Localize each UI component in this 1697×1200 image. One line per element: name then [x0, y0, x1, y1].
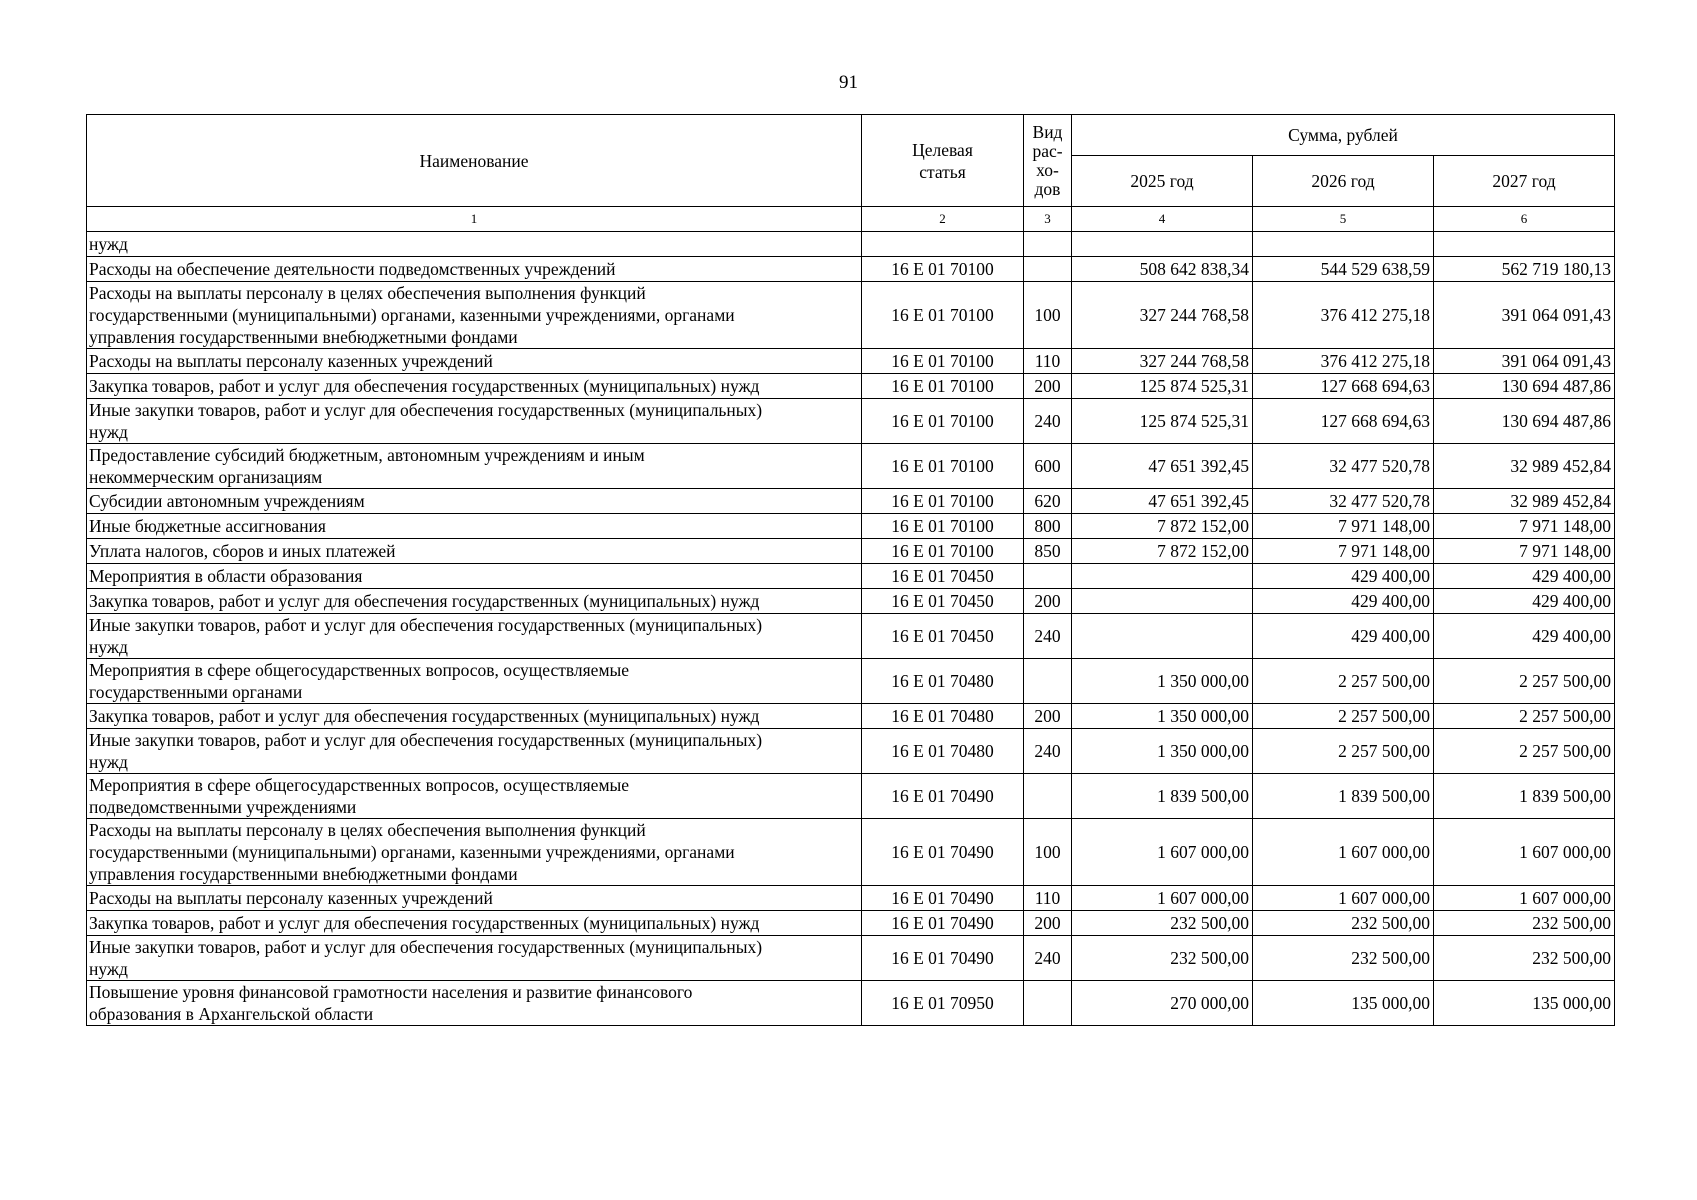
row-name-line: нужд	[89, 959, 128, 979]
row-target-article: 16 Е 01 70100	[862, 489, 1024, 514]
row-sum-2027: 2 257 500,00	[1434, 659, 1615, 704]
row-expense-kind: 200	[1024, 589, 1072, 614]
row-sum-2027: 429 400,00	[1434, 589, 1615, 614]
row-sum-2027: 391 064 091,43	[1434, 282, 1615, 349]
row-name	[87, 399, 862, 444]
row-expense-kind: 200	[1024, 374, 1072, 399]
row-name	[87, 729, 862, 774]
row-sum-2026: 376 412 275,18	[1253, 349, 1434, 374]
row-sum-2027: 232 500,00	[1434, 911, 1615, 936]
row-sum-2025: 125 874 525,31	[1072, 374, 1253, 399]
row-name	[87, 444, 862, 489]
row-sum-2026: 1 607 000,00	[1253, 886, 1434, 911]
table-body	[87, 232, 1615, 1026]
row-target-article: 16 Е 01 70100	[862, 349, 1024, 374]
row-sum-2025: 327 244 768,58	[1072, 349, 1253, 374]
row-sum-2027: 2 257 500,00	[1434, 729, 1615, 774]
header-target-text: Целевая статья	[912, 139, 973, 182]
table-row	[87, 886, 1615, 911]
header-year-2025: 2025 год	[1072, 156, 1253, 207]
row-target-article: 16 Е 01 70480	[862, 729, 1024, 774]
row-name-line: Расходы на выплаты персоналу в целях обеспечения выполнения функций	[89, 283, 646, 303]
row-target-article: 16 Е 01 70100	[862, 282, 1024, 349]
table-row	[87, 911, 1615, 936]
row-sum-2025: 125 874 525,31	[1072, 399, 1253, 444]
table-row	[87, 444, 1615, 489]
row-sum-2027: 2 257 500,00	[1434, 704, 1615, 729]
row-name-line: нужд	[89, 422, 128, 442]
row-sum-2027: 7 971 148,00	[1434, 514, 1615, 539]
row-sum-2027: 1 607 000,00	[1434, 886, 1615, 911]
budget-table	[86, 114, 1615, 1026]
row-name-line: Иные бюджетные ассигнования	[89, 516, 326, 536]
row-name-line: нужд	[89, 752, 128, 772]
row-name	[87, 659, 862, 704]
row-expense-kind: 240	[1024, 614, 1072, 659]
table-row	[87, 564, 1615, 589]
row-sum-2027: 135 000,00	[1434, 981, 1615, 1026]
table-row	[87, 589, 1615, 614]
header-name: Наименование	[87, 115, 862, 207]
row-target-article: 16 Е 01 70490	[862, 936, 1024, 981]
row-name	[87, 232, 862, 257]
row-sum-2026: 135 000,00	[1253, 981, 1434, 1026]
row-name-line: Расходы на выплаты персоналу казенных учреждений	[89, 351, 493, 371]
row-sum-2026: 7 971 148,00	[1253, 514, 1434, 539]
table-row	[87, 981, 1615, 1026]
row-sum-2025: 1 607 000,00	[1072, 886, 1253, 911]
column-number: 4	[1072, 207, 1253, 232]
row-sum-2025: 47 651 392,45	[1072, 444, 1253, 489]
row-name	[87, 374, 862, 399]
table-row	[87, 614, 1615, 659]
row-sum-2026: 232 500,00	[1253, 911, 1434, 936]
row-expense-kind: 100	[1024, 819, 1072, 886]
row-name-line: нужд	[89, 234, 128, 254]
row-name-line: нужд	[89, 637, 128, 657]
row-sum-2027: 429 400,00	[1434, 614, 1615, 659]
row-target-article: 16 Е 01 70490	[862, 774, 1024, 819]
row-name-line: Расходы на выплаты персоналу в целях обеспечения выполнения функций	[89, 820, 646, 840]
row-name	[87, 886, 862, 911]
row-expense-kind: 110	[1024, 349, 1072, 374]
row-expense-kind: 800	[1024, 514, 1072, 539]
row-name-line: Закупка товаров, работ и услуг для обеспечения государственных (муниципальных) нужд	[89, 376, 760, 396]
row-sum-2026: 32 477 520,78	[1253, 489, 1434, 514]
table-row	[87, 729, 1615, 774]
row-sum-2026: 7 971 148,00	[1253, 539, 1434, 564]
row-sum-2025: 7 872 152,00	[1072, 514, 1253, 539]
row-name-line: Закупка товаров, работ и услуг для обеспечения государственных (муниципальных) нужд	[89, 706, 760, 726]
row-name-line: некоммерческим организациям	[89, 467, 323, 487]
column-number: 3	[1024, 207, 1072, 232]
row-target-article: 16 Е 01 70450	[862, 614, 1024, 659]
row-sum-2025: 7 872 152,00	[1072, 539, 1253, 564]
row-expense-kind: 110	[1024, 886, 1072, 911]
row-sum-2026: 429 400,00	[1253, 589, 1434, 614]
row-expense-kind: 200	[1024, 911, 1072, 936]
row-sum-2026: 376 412 275,18	[1253, 282, 1434, 349]
row-name	[87, 589, 862, 614]
row-name-line: Иные закупки товаров, работ и услуг для обеспечения государственных (муниципальных)	[89, 615, 763, 635]
row-expense-kind: 100	[1024, 282, 1072, 349]
row-sum-2027: 7 971 148,00	[1434, 539, 1615, 564]
row-sum-2025	[1072, 589, 1253, 614]
row-name-line: Мероприятия в области образования	[89, 566, 363, 586]
table-row	[87, 349, 1615, 374]
page-number: 91	[839, 72, 858, 93]
row-sum-2025: 232 500,00	[1072, 936, 1253, 981]
row-sum-2027	[1434, 232, 1615, 257]
row-sum-2026: 127 668 694,63	[1253, 374, 1434, 399]
row-sum-2026: 2 257 500,00	[1253, 729, 1434, 774]
header-kind-line: дов	[1034, 178, 1061, 199]
row-name-line: Иные закупки товаров, работ и услуг для обеспечения государственных (муниципальных)	[89, 937, 763, 957]
row-sum-2027: 32 989 452,84	[1434, 489, 1615, 514]
row-name-line: государственными (муниципальными) органами, казенными учреждениями, органами	[89, 842, 735, 862]
row-target-article	[862, 232, 1024, 257]
row-name-line: государственными органами	[89, 682, 303, 702]
row-expense-kind: 240	[1024, 936, 1072, 981]
row-sum-2026: 127 668 694,63	[1253, 399, 1434, 444]
row-name	[87, 981, 862, 1026]
row-sum-2025: 1 607 000,00	[1072, 819, 1253, 886]
row-sum-2025: 508 642 838,34	[1072, 257, 1253, 282]
row-sum-2025: 327 244 768,58	[1072, 282, 1253, 349]
row-target-article: 16 Е 01 70450	[862, 564, 1024, 589]
row-sum-2025	[1072, 564, 1253, 589]
row-name	[87, 489, 862, 514]
row-sum-2027: 391 064 091,43	[1434, 349, 1615, 374]
row-name-line: Иные закупки товаров, работ и услуг для обеспечения государственных (муниципальных)	[89, 400, 763, 420]
row-sum-2026: 1 607 000,00	[1253, 819, 1434, 886]
table-row	[87, 539, 1615, 564]
row-sum-2025: 1 350 000,00	[1072, 704, 1253, 729]
row-target-article: 16 Е 01 70490	[862, 886, 1024, 911]
row-sum-2025	[1072, 232, 1253, 257]
column-number: 6	[1434, 207, 1615, 232]
row-sum-2027: 32 989 452,84	[1434, 444, 1615, 489]
row-target-article: 16 Е 01 70100	[862, 399, 1024, 444]
row-name-line: Иные закупки товаров, работ и услуг для обеспечения государственных (муниципальных)	[89, 730, 763, 750]
table-row	[87, 232, 1615, 257]
table-row	[87, 819, 1615, 886]
row-expense-kind	[1024, 659, 1072, 704]
header-kind-line: хо-	[1036, 159, 1059, 180]
row-name	[87, 349, 862, 374]
row-sum-2027: 1 839 500,00	[1434, 774, 1615, 819]
row-expense-kind	[1024, 257, 1072, 282]
row-target-article: 16 Е 01 70490	[862, 911, 1024, 936]
row-sum-2026	[1253, 232, 1434, 257]
row-expense-kind: 850	[1024, 539, 1072, 564]
row-target-article: 16 Е 01 70100	[862, 444, 1024, 489]
row-expense-kind: 620	[1024, 489, 1072, 514]
row-sum-2026: 429 400,00	[1253, 614, 1434, 659]
row-expense-kind	[1024, 564, 1072, 589]
row-name-line: Мероприятия в сфере общегосударственных вопросов, осуществляемые	[89, 660, 630, 680]
header-year-2026: 2026 год	[1253, 156, 1434, 207]
row-name-line: Уплата налогов, сборов и иных платежей	[89, 541, 396, 561]
row-name	[87, 282, 862, 349]
row-target-article: 16 Е 01 70480	[862, 704, 1024, 729]
row-target-article: 16 Е 01 70950	[862, 981, 1024, 1026]
column-number: 2	[862, 207, 1024, 232]
row-sum-2025: 1 350 000,00	[1072, 729, 1253, 774]
row-target-article: 16 Е 01 70490	[862, 819, 1024, 886]
row-name-line: образования в Архангельской области	[89, 1004, 374, 1024]
row-name	[87, 614, 862, 659]
row-name-line: Закупка товаров, работ и услуг для обеспечения государственных (муниципальных) нужд	[89, 591, 760, 611]
row-name-line: государственными (муниципальными) органами, казенными учреждениями, органами	[89, 305, 735, 325]
row-sum-2027: 1 607 000,00	[1434, 819, 1615, 886]
row-sum-2027: 232 500,00	[1434, 936, 1615, 981]
row-sum-2027: 429 400,00	[1434, 564, 1615, 589]
header-target-article	[862, 115, 1024, 207]
row-sum-2027: 562 719 180,13	[1434, 257, 1615, 282]
header-kind-line: Вид	[1032, 121, 1063, 142]
header-sum: Сумма, рублей	[1072, 115, 1615, 156]
row-name-line: Мероприятия в сфере общегосударственных вопросов, осуществляемые	[89, 775, 630, 795]
header-kind-line: рас-	[1032, 140, 1063, 161]
row-target-article: 16 Е 01 70100	[862, 257, 1024, 282]
row-sum-2025: 1 350 000,00	[1072, 659, 1253, 704]
row-sum-2026: 544 529 638,59	[1253, 257, 1434, 282]
row-target-article: 16 Е 01 70100	[862, 539, 1024, 564]
table-row	[87, 774, 1615, 819]
row-name	[87, 564, 862, 589]
row-sum-2025	[1072, 614, 1253, 659]
row-target-article: 16 Е 01 70100	[862, 374, 1024, 399]
row-name	[87, 936, 862, 981]
row-sum-2027: 130 694 487,86	[1434, 399, 1615, 444]
row-name-line: Предоставление субсидий бюджетным, автономным учреждениям и иным	[89, 445, 645, 465]
table-row	[87, 936, 1615, 981]
row-name-line: Закупка товаров, работ и услуг для обеспечения государственных (муниципальных) нужд	[89, 913, 760, 933]
row-sum-2025: 232 500,00	[1072, 911, 1253, 936]
row-name-line: Расходы на обеспечение деятельности подведомственных учреждений	[89, 259, 616, 279]
row-expense-kind	[1024, 981, 1072, 1026]
table-row	[87, 282, 1615, 349]
column-number: 1	[87, 207, 862, 232]
row-sum-2026: 232 500,00	[1253, 936, 1434, 981]
row-sum-2026: 2 257 500,00	[1253, 659, 1434, 704]
row-name-line: управления государственными внебюджетными фондами	[89, 327, 518, 347]
row-sum-2026: 429 400,00	[1253, 564, 1434, 589]
row-name	[87, 257, 862, 282]
row-sum-2026: 2 257 500,00	[1253, 704, 1434, 729]
row-name	[87, 704, 862, 729]
row-sum-2027: 130 694 487,86	[1434, 374, 1615, 399]
row-target-article: 16 Е 01 70480	[862, 659, 1024, 704]
row-name-line: Повышение уровня финансовой грамотности населения и развитие финансового	[89, 982, 693, 1002]
row-name-line: Расходы на выплаты персоналу казенных учреждений	[89, 888, 493, 908]
row-expense-kind: 240	[1024, 399, 1072, 444]
row-name-line: Субсидии автономным учреждениям	[89, 491, 365, 511]
row-name	[87, 911, 862, 936]
table-row	[87, 374, 1615, 399]
header-year-2027: 2027 год	[1434, 156, 1615, 207]
table-row	[87, 489, 1615, 514]
row-sum-2025: 47 651 392,45	[1072, 489, 1253, 514]
table-row	[87, 704, 1615, 729]
column-number: 5	[1253, 207, 1434, 232]
header-expense-kind	[1024, 115, 1072, 207]
row-name-line: управления государственными внебюджетными фондами	[89, 864, 518, 884]
row-name-line: подведомственными учреждениями	[89, 797, 357, 817]
row-name	[87, 514, 862, 539]
row-expense-kind	[1024, 774, 1072, 819]
row-sum-2026: 32 477 520,78	[1253, 444, 1434, 489]
row-expense-kind: 600	[1024, 444, 1072, 489]
table-row	[87, 514, 1615, 539]
row-name	[87, 539, 862, 564]
table-row	[87, 399, 1615, 444]
row-sum-2025: 1 839 500,00	[1072, 774, 1253, 819]
table-row	[87, 659, 1615, 704]
row-expense-kind: 240	[1024, 729, 1072, 774]
row-expense-kind	[1024, 232, 1072, 257]
row-expense-kind: 200	[1024, 704, 1072, 729]
table-row	[87, 257, 1615, 282]
row-name	[87, 774, 862, 819]
row-name	[87, 819, 862, 886]
row-target-article: 16 Е 01 70450	[862, 589, 1024, 614]
row-target-article: 16 Е 01 70100	[862, 514, 1024, 539]
row-sum-2026: 1 839 500,00	[1253, 774, 1434, 819]
row-sum-2025: 270 000,00	[1072, 981, 1253, 1026]
